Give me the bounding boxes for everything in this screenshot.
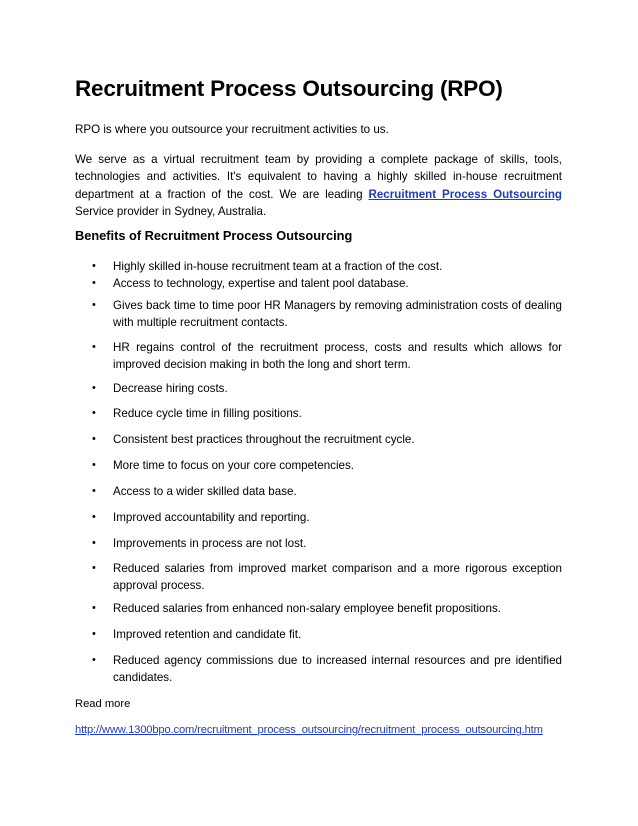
list-item-text: Reduced salaries from improved market comparison and a more rigorous exception approval process. [113, 562, 562, 592]
list-item-text: Highly skilled in-house recruitment team at a fraction of the cost. [113, 260, 443, 273]
list-item-text: Access to technology, expertise and talent pool database. [113, 277, 409, 290]
list-item [92, 457, 562, 474]
benefits-heading: Benefits of Recruitment Process Outsourcing [75, 228, 353, 243]
list-item [92, 297, 562, 331]
bullet-icon: • [92, 602, 96, 614]
list-item [92, 652, 562, 686]
list-item-text: Reduced agency commissions due to increased internal resources and pre identified candidates. [113, 654, 562, 684]
list-item [92, 431, 562, 448]
list-item [92, 258, 562, 275]
list-item-text: Gives back time to time poor HR Managers by removing administration costs of dealing with multiple recruitment contacts. [113, 299, 562, 329]
list-item-text: Reduced salaries from enhanced non-salary employee benefit propositions. [113, 602, 501, 615]
list-item-text: Reduce cycle time in filling positions. [113, 407, 302, 420]
bullet-icon: • [92, 260, 96, 272]
bullet-icon: • [92, 628, 96, 640]
list-item [92, 626, 562, 643]
list-item [92, 339, 562, 373]
list-item-text: Improved accountability and reporting. [113, 511, 310, 524]
list-item-text: More time to focus on your core competencies. [113, 459, 355, 472]
list-item-text: Access to a wider skilled data base. [113, 485, 297, 498]
paragraph-text-start: We serve as a virtual recruitment team by providing a complete package of skills, tools, technologies and activities. It's equivalent to having a highly skilled in-house recruitment department at a fraction of the cost. We are leading [75, 153, 562, 201]
list-item [92, 600, 562, 617]
list-item-text: Consistent best practices throughout the recruitment cycle. [113, 433, 415, 446]
intro-text: RPO is where you outsource your recruitment activities to us. [75, 123, 389, 136]
list-item-text: Decrease hiring costs. [113, 382, 228, 395]
list-item [92, 535, 562, 552]
list-item-text: Improved retention and candidate fit. [113, 628, 302, 641]
list-item [92, 483, 562, 500]
bullet-icon: • [92, 485, 96, 497]
bullet-icon: • [92, 537, 96, 549]
list-item-text: Improvements in process are not lost. [113, 537, 307, 550]
source-url-link[interactable]: http://www.1300bpo.com/recruitment_process_outsourcing/recruitment_process_outsourcing.htm [75, 724, 543, 736]
bullet-icon: • [92, 277, 96, 289]
bullet-icon: • [92, 382, 96, 394]
bullet-icon: • [92, 654, 96, 666]
list-item [92, 509, 562, 526]
list-item [92, 380, 562, 397]
bullet-icon: • [92, 341, 96, 353]
read-more-label: Read more [75, 698, 131, 710]
paragraph-text-end: Service provider in Sydney, Australia. [75, 205, 267, 219]
list-item [92, 405, 562, 422]
bullet-icon: • [92, 407, 96, 419]
list-item [92, 275, 562, 292]
page-title: Recruitment Process Outsourcing (RPO) [75, 76, 503, 101]
bullet-icon: • [92, 511, 96, 523]
list-item-text: HR regains control of the recruitment process, costs and results which allows for improved decision making in both the long and short term. [113, 341, 562, 371]
bullet-icon: • [92, 459, 96, 471]
bullet-icon: • [92, 433, 96, 445]
bullet-icon: • [92, 562, 96, 574]
bullet-icon: • [92, 299, 96, 311]
rpo-service-link[interactable]: Recruitment Process Outsourcing [368, 187, 562, 201]
list-item [92, 560, 562, 594]
